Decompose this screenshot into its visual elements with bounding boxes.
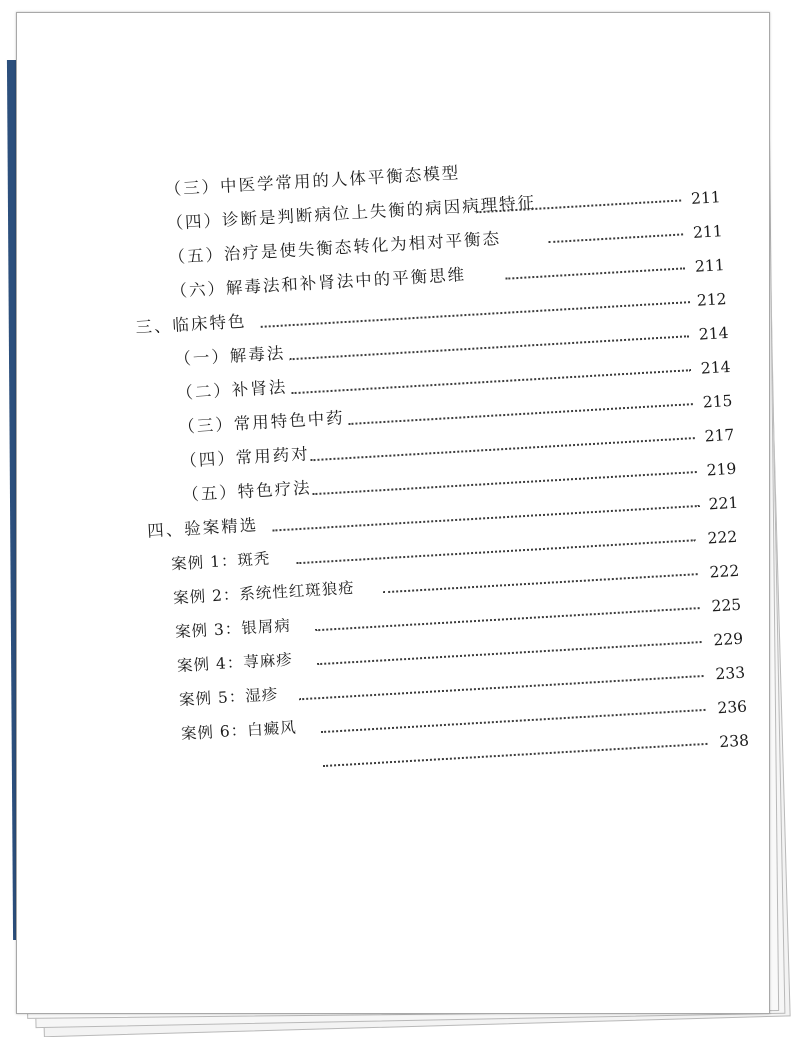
toc-entry-label: （四）诊断是判断病位上失衡的病因病理特征	[166, 192, 537, 234]
toc-entry-label: 案例 2：系统性红斑狼疮	[172, 578, 356, 608]
toc-entry-label: （四）常用药对	[179, 444, 311, 471]
toc-entry-page: 221	[708, 493, 739, 514]
toc-entry-page: 219	[706, 459, 737, 480]
toc-entry-page: 211	[694, 256, 726, 276]
toc-entry-page: 217	[704, 425, 735, 446]
dot-leader	[383, 573, 698, 593]
dot-leader	[348, 403, 693, 425]
toc-entry-label: （六）解毒法和补肾法中的平衡思维	[169, 264, 467, 302]
toc-entry-label: （五）治疗是使失衡态转化为相对平衡态	[168, 228, 502, 268]
toc-entry-page: 233	[714, 663, 746, 684]
toc-entry-page: 211	[690, 188, 722, 208]
toc-entry-page: 211	[692, 222, 724, 242]
dot-leader	[548, 233, 683, 243]
toc-entry-label: 案例 6：白癜风	[180, 718, 298, 744]
toc-entry-page: 222	[709, 561, 740, 582]
toc-entry-label: 三、临床特色	[135, 311, 247, 338]
dot-leader	[505, 267, 685, 279]
toc-entry-label: （二）补肾法	[175, 377, 288, 403]
toc-entry-label: 四、验案精选	[146, 515, 259, 541]
document-page	[16, 12, 770, 1014]
toc-entry-page: 214	[698, 323, 729, 344]
toc-entry-page: 214	[700, 357, 731, 378]
toc-entry-page: 225	[711, 595, 742, 616]
toc-entry-label: 案例 5：湿疹	[178, 685, 279, 710]
dot-leader	[323, 743, 707, 767]
toc-entry-page: 212	[696, 290, 728, 310]
toc-entry-page: 236	[716, 697, 748, 718]
toc-entry-label: 案例 3：银屑病	[174, 616, 292, 642]
toc-entry-page: 215	[702, 391, 733, 412]
toc-entry-page: 222	[707, 527, 738, 548]
toc-entry-label: （三）中医学常用的人体平衡态模型	[164, 163, 461, 200]
toc-entry-label: （三）常用特色中药	[177, 408, 346, 437]
toc-entry-page: 229	[712, 629, 744, 650]
toc-entry-label: 案例 1：斑秃	[170, 549, 271, 574]
toc-entry-page: 238	[718, 731, 750, 752]
toc-entry-label: （一）解毒法	[173, 343, 286, 369]
toc-entry-label: 案例 4：荨麻疹	[176, 650, 294, 676]
toc-entry-label: （五）特色疗法	[181, 478, 313, 505]
